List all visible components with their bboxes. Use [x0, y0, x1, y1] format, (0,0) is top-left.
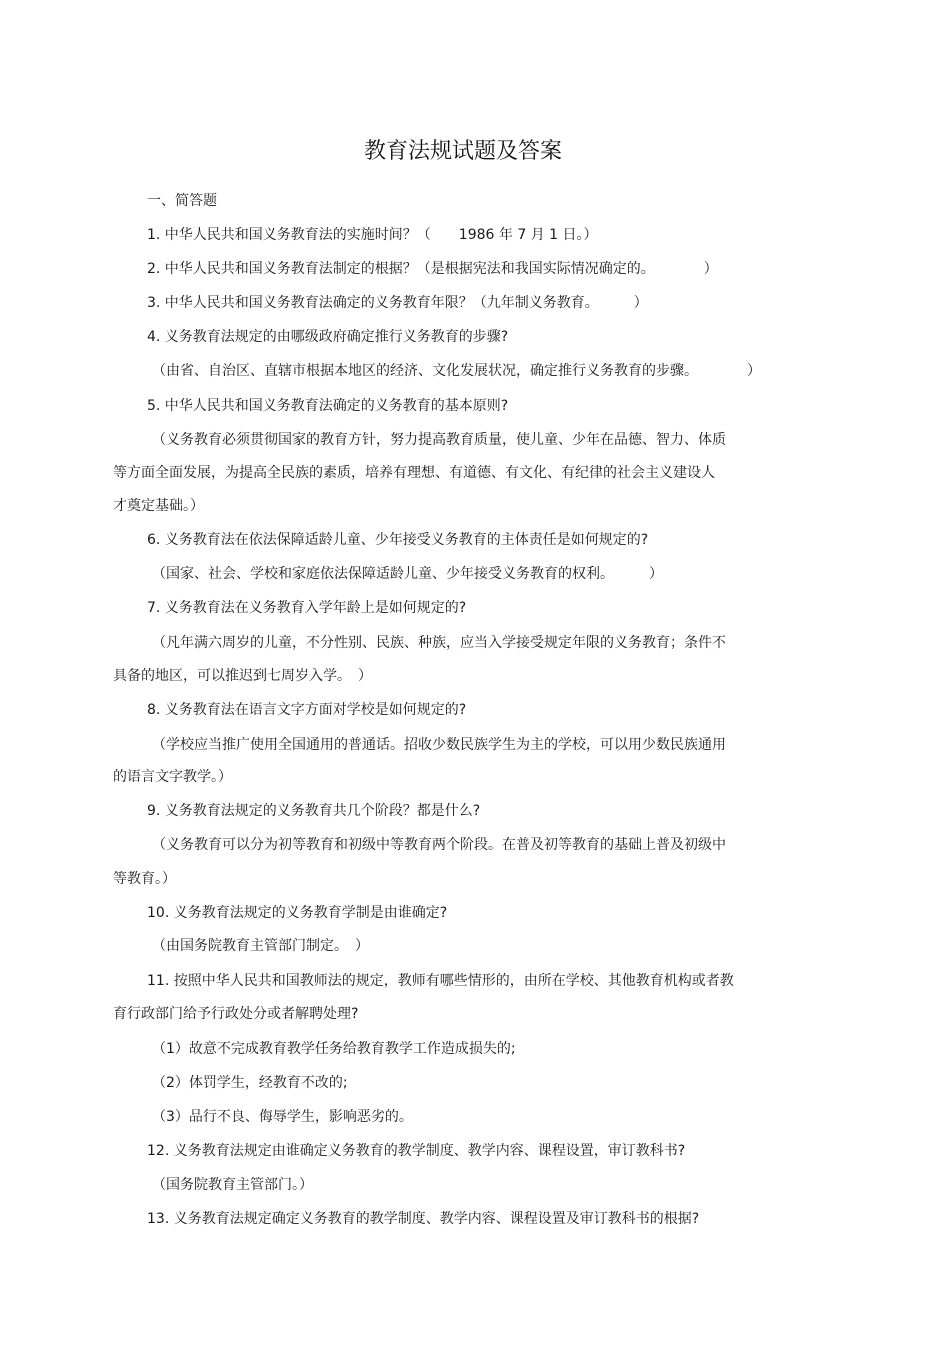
question-12: 12. 义务教育法规定由谁确定义务教育的教学制度、教学内容、课程设置，审订教科书?: [147, 1143, 686, 1159]
page-title: 教育法规试题及答案: [363, 139, 562, 164]
answer-7-line-2: 具备的地区，可以推迟到七周岁入学。 ）: [113, 668, 372, 684]
answer-8-line-1: （学校应当推广使用全国通用的普通话。招收少数民族学生为主的学校，可以用少数民族通用: [152, 737, 726, 753]
answer-8-line-2: 的语言文字教学。）: [113, 769, 232, 785]
question-8: 8. 义务教育法在语言文字方面对学校是如何规定的?: [147, 702, 467, 718]
answer-11-item-2: （2）体罚学生，经教育不改的;: [152, 1075, 348, 1091]
section-heading: 一、简答题: [147, 193, 217, 209]
question-3: 3. 中华人民共和国义务教育法确定的义务教育年限？（九年制义务教育。 ）: [147, 295, 648, 311]
question-13: 13. 义务教育法规定确定义务教育的教学制度、教学内容、课程设置及审订教科书的根据?: [147, 1211, 700, 1227]
question-6: 6. 义务教育法在依法保障适龄儿童、少年接受义务教育的主体责任是如何规定的?: [147, 532, 649, 548]
answer-5-line-2: 等方面全面发展，为提高全民族的素质，培养有理想、有道德、有文化、有纪律的社会主义建设人: [113, 465, 715, 481]
question-2: 2. 中华人民共和国义务教育法制定的根据？（是根据宪法和我国实际情况确定的。 ）: [147, 261, 718, 277]
question-9: 9. 义务教育法规定的义务教育共几个阶段？都是什么?: [147, 803, 481, 819]
answer-9-line-2: 等教育。）: [113, 871, 176, 887]
answer-9-line-1: （义务教育可以分为初等教育和初级中等教育两个阶段。在普及初等教育的基础上普及初级中: [152, 837, 726, 853]
answer-6: （国家、社会、学校和家庭依法保障适龄儿童、少年接受义务教育的权利。 ）: [152, 566, 663, 582]
question-1: 1. 中华人民共和国义务教育法的实施时间？（ 1986 年 7 月 1 日。）: [147, 227, 598, 243]
question-7: 7. 义务教育法在义务教育入学年龄上是如何规定的?: [147, 600, 467, 616]
answer-4: （由省、自治区、直辖市根据本地区的经济、文化发展状况，确定推行义务教育的步骤。 ）: [152, 363, 761, 379]
answer-7-line-1: （凡年满六周岁的儿童，不分性别、民族、种族，应当入学接受规定年限的义务教育；条件不: [152, 635, 726, 651]
question-10: 10. 义务教育法规定的义务教育学制是由谁确定?: [147, 905, 448, 921]
answer-12: （国务院教育主管部门。）: [152, 1177, 313, 1193]
question-11-line-1: 11. 按照中华人民共和国教师法的规定，教师有哪些情形的，由所在学校、其他教育机构或者教: [147, 973, 734, 989]
answer-11-item-1: （1）故意不完成教育教学任务给教育教学工作造成损失的;: [152, 1041, 516, 1057]
answer-5-line-1: （义务教育必须贯彻国家的教育方针，努力提高教育质量，使儿童、少年在品德、智力、体质: [152, 432, 726, 448]
question-4: 4. 义务教育法规定的由哪级政府确定推行义务教育的步骤?: [147, 329, 509, 345]
question-5: 5. 中华人民共和国义务教育法确定的义务教育的基本原则?: [147, 398, 509, 414]
answer-10: （由国务院教育主管部门制定。 ）: [152, 938, 369, 954]
question-11-line-2: 育行政部门给予行政处分或者解聘处理?: [113, 1006, 359, 1022]
answer-11-item-3: （3）品行不良、侮辱学生，影响恶劣的。: [152, 1109, 413, 1125]
answer-5-line-3: 才奠定基础。）: [113, 498, 204, 514]
